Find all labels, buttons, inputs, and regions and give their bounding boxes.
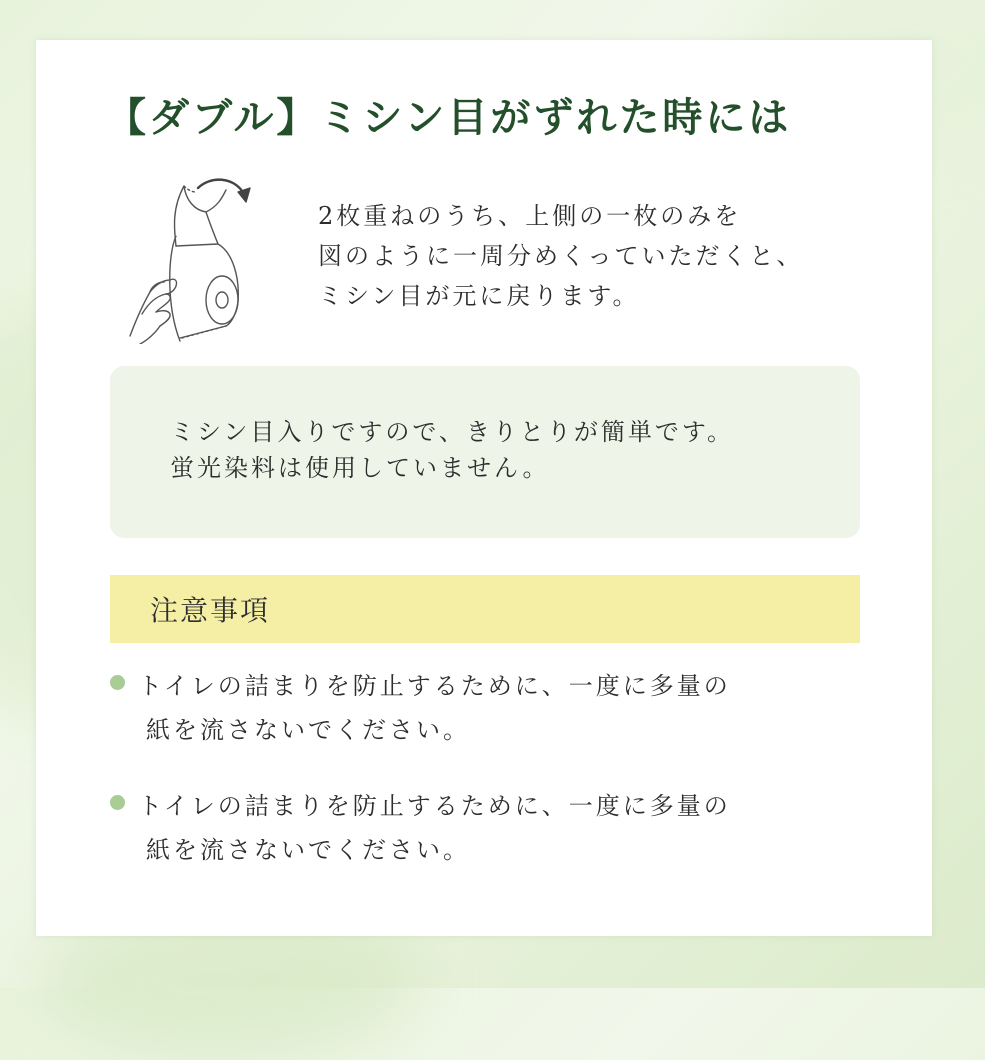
caution-heading-bar	[110, 575, 860, 643]
caution-item-line: 紙を流さないでください。	[146, 836, 470, 864]
instruction-line: ミシン目が元に戻ります。	[318, 282, 640, 310]
caution-item-line: 紙を流さないでください。	[146, 716, 470, 744]
feature-line: 蛍光染料は使用していません。	[170, 454, 550, 482]
caution-item-line: トイレの詰まりを防止するために、一度に多量の	[138, 792, 731, 820]
instruction-line: 2枚重ねのうち、上側の一枚のみを	[318, 202, 742, 230]
page-title: 【ダブル】ミシン目がずれた時には	[106, 94, 792, 141]
instruction-text	[318, 196, 908, 316]
toilet-paper-roll-hand-icon	[122, 176, 282, 344]
caution-item	[108, 664, 888, 752]
bullet-dot-icon	[110, 675, 125, 690]
caution-heading: 注意事項	[150, 594, 271, 627]
caution-item-line: トイレの詰まりを防止するために、一度に多量の	[138, 672, 731, 700]
instruction-line: 図のように一周分めくっていただくと、	[318, 242, 804, 270]
feature-info-box	[110, 366, 860, 538]
caution-list	[108, 664, 888, 904]
feature-line: ミシン目入りですので、きりとりが簡単です。	[170, 418, 734, 446]
content-card	[36, 40, 932, 936]
caution-item	[108, 784, 888, 872]
bullet-dot-icon	[110, 795, 125, 810]
